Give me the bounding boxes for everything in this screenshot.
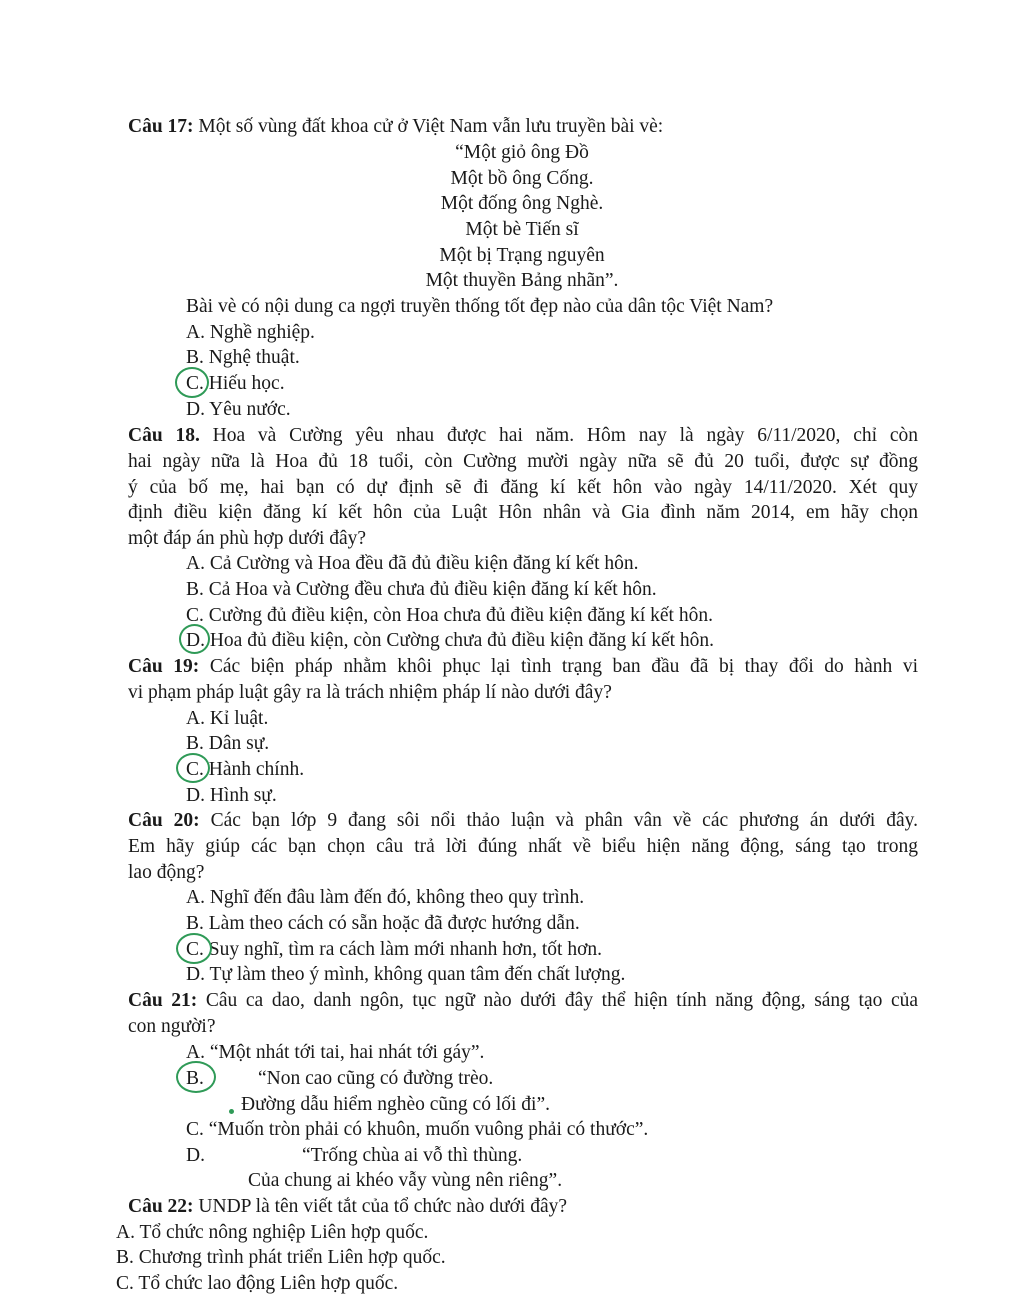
q20-text-1: Các bạn lớp 9 đang sôi nổi thảo luận và phân vân về các phương án dưới đây. (210, 810, 919, 831)
q17-option-d: D. Yêu nước. (186, 399, 291, 420)
q17-poem-line-5: Một bị Trạng nguyên (439, 245, 605, 266)
q21-option-b-letter: B. (186, 1068, 204, 1089)
q17-option-b: B. Nghệ thuật. (186, 347, 300, 368)
q18-option-a: A. Cả Cường và Hoa đều đã đủ điều kiện đăng kí kết hôn. (186, 553, 639, 574)
q21-label: Câu 21: (128, 990, 198, 1011)
answer-circle-q17 (175, 367, 209, 398)
q17-question: Bài vè có nội dung ca ngợi truyền thống tốt đẹp nào của dân tộc Việt Nam? (186, 296, 774, 317)
q20-option-a: A. Nghĩ đến đâu làm đến đó, không theo quy trình. (186, 887, 585, 908)
q20-option-b: B. Làm theo cách có sẵn hoặc đã được hướng dẫn. (186, 913, 580, 934)
q20-option-d: D. Tự làm theo ý mình, không quan tâm đến chất lượng. (186, 964, 626, 985)
ink-dot-mark (229, 1109, 234, 1114)
q19-option-c: C. Hành chính. (186, 759, 305, 780)
q17-poem-line-2: Một bồ ông Cống. (450, 168, 594, 189)
q21-option-d-line-2: Của chung ai khéo vẫy vùng nên riêng”. (248, 1170, 563, 1191)
q20-label: Câu 20: (128, 810, 200, 831)
q19-text-1: Các biện pháp nhằm khôi phục lại tình trạng ban đầu đã bị thay đổi do hành vi (209, 656, 919, 677)
q18-option-d: D. Hoa đủ điều kiện, còn Cường chưa đủ điều kiện đăng kí kết hôn. (186, 630, 715, 651)
q19-option-b: B. Dân sự. (186, 733, 270, 754)
q18-line-2: hai ngày nữa là Hoa đủ 18 tuổi, còn Cường mười ngày nữa sẽ đủ 20 tuổi, được sự đồng (128, 451, 918, 472)
q20-option-c: C. Suy nghĩ, tìm ra cách làm mới nhanh hơn, tốt hơn. (186, 939, 603, 960)
q22-line-1 (128, 1194, 567, 1220)
q18-line-3: ý của bố mẹ, hai bạn có dự định sẽ đi đăng kí kết hôn vào ngày 14/11/2020. Xét quy (128, 477, 918, 498)
q21-option-d-letter: D. (186, 1145, 205, 1166)
q18-label: Câu 18. (128, 425, 200, 446)
q22-option-a: A. Tổ chức nông nghiệp Liên hợp quốc. (116, 1222, 429, 1243)
answer-circle-q20 (176, 933, 212, 964)
q17-poem-line-1: “Một giỏ ông Đồ (455, 142, 589, 163)
q21-option-b-line-2: Đường dẫu hiểm nghèo cũng có lối đi”. (241, 1094, 550, 1115)
q17-poem-line-6: Một thuyền Bảng nhãn”. (425, 270, 619, 291)
q21-option-a: A. “Một nhát tới tai, hai nhát tới gáy”. (186, 1042, 485, 1063)
q18-text-1: Hoa và Cường yêu nhau được hai năm. Hôm nay là ngày 6/11/2020, chỉ còn (212, 425, 919, 446)
q22-label: Câu 22: (128, 1196, 194, 1217)
q18-option-b: B. Cả Hoa và Cường đều chưa đủ điều kiện đăng kí kết hôn. (186, 579, 657, 600)
answer-circle-q18 (179, 624, 210, 654)
q17-label: Câu 17: (128, 116, 194, 137)
q18-option-c: C. Cường đủ điều kiện, còn Hoa chưa đủ điều kiện đăng kí kết hôn. (186, 605, 713, 626)
q19-line-2: vi phạm pháp luật gây ra là trách nhiệm pháp lí nào dưới đây? (128, 682, 612, 703)
q20-line-2: Em hãy giúp các bạn chọn câu trả lời đúng nhất về biểu hiện năng động, sáng tạo trong (128, 836, 918, 857)
q19-line-1 (128, 654, 918, 680)
answer-circle-q19 (176, 753, 210, 783)
answer-circle-q21 (176, 1061, 216, 1093)
q21-line-2: con người? (128, 1016, 216, 1037)
q17-header (128, 114, 663, 140)
q17-poem-line-4: Một bè Tiến sĩ (465, 219, 579, 240)
q20-line-3: lao động? (128, 862, 205, 883)
q21-text-1: Câu ca dao, danh ngôn, tục ngữ nào dưới đây thể hiện tính năng động, sáng tạo của (205, 990, 919, 1011)
q18-line-4: định điều kiện đăng kí kết hôn của Luật Hôn nhân và Gia đình năm 2014, em hãy chọn (128, 502, 918, 523)
q22-text: UNDP là tên viết tắt của tổ chức nào dưới đây? (198, 1196, 568, 1217)
q17-option-a: A. Nghề nghiệp. (186, 322, 315, 343)
q22-option-c: C. Tổ chức lao động Liên hợp quốc. (116, 1273, 399, 1294)
q17-poem-line-3: Một đống ông Nghè. (440, 193, 604, 214)
q21-line-1 (128, 988, 918, 1014)
q22-option-b: B. Chương trình phát triển Liên hợp quốc. (116, 1247, 446, 1268)
q19-option-a: A. Kỉ luật. (186, 708, 269, 729)
q17-option-c: C. Hiếu học. (186, 373, 285, 394)
q20-line-1 (128, 808, 918, 834)
q18-line-5: một đáp án phù hợp dưới đây? (128, 528, 367, 549)
q21-option-b-line-1: “Non cao cũng có đường trèo. (258, 1068, 494, 1089)
q19-option-d: D. Hình sự. (186, 785, 277, 806)
q21-option-c: C. “Muốn tròn phải có khuôn, muốn vuông phải có thước”. (186, 1119, 649, 1140)
q21-option-d-line-1: “Trống chùa ai vỗ thì thùng. (302, 1145, 523, 1166)
q17-intro: Một số vùng đất khoa cử ở Việt Nam vẫn lưu truyền bài vè: (198, 116, 664, 137)
q19-label: Câu 19: (128, 656, 200, 677)
q18-line-1 (128, 423, 918, 449)
